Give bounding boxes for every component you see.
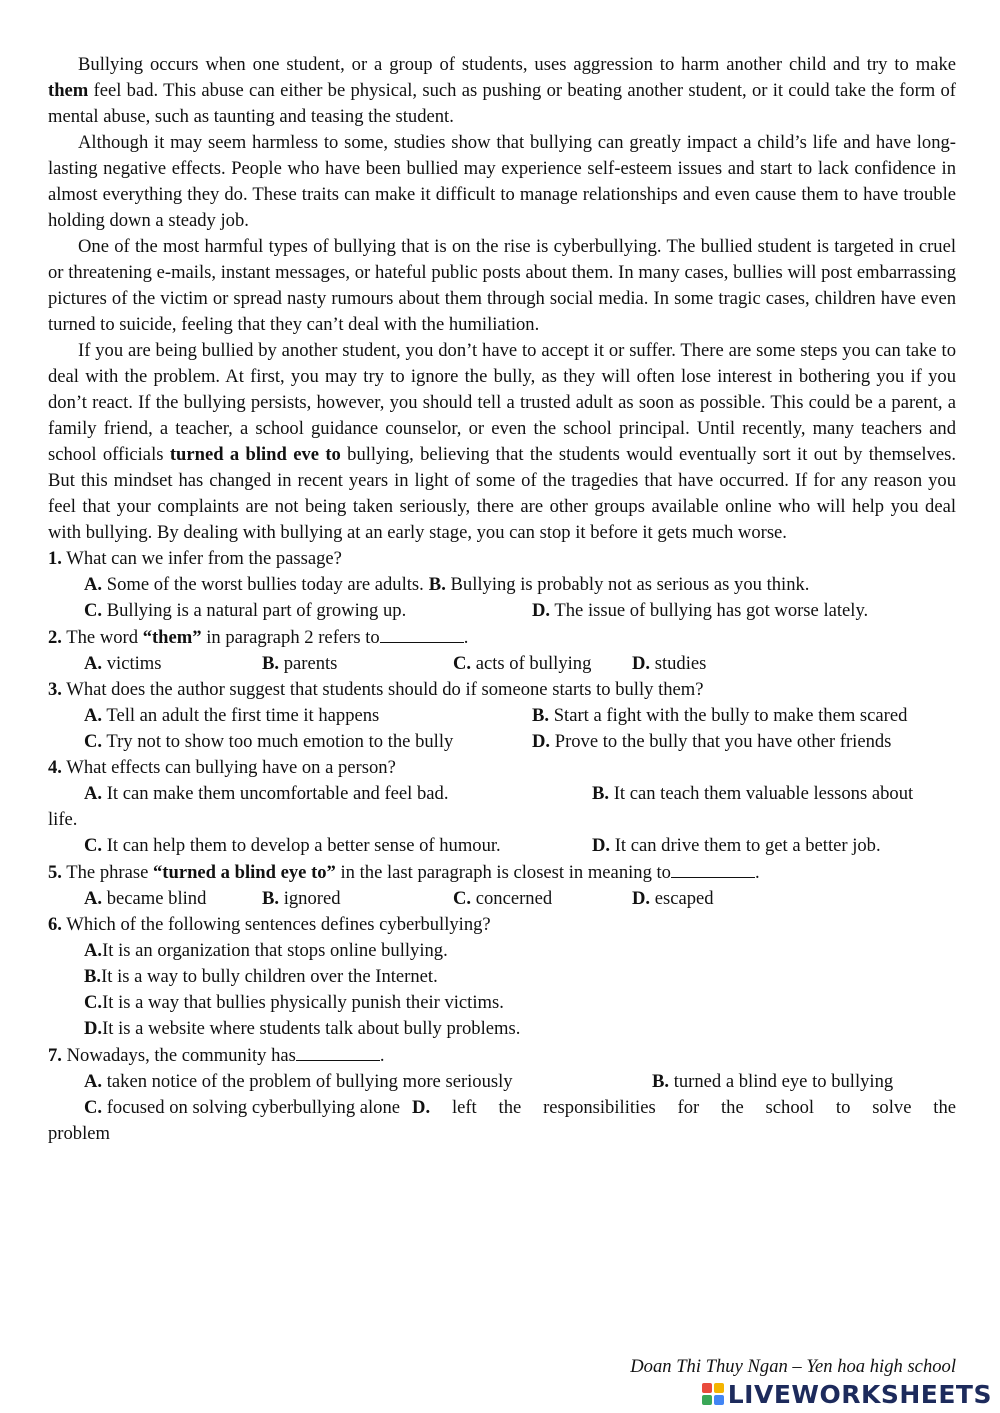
q6-options <box>48 938 956 1042</box>
q3-text: What does the author suggest that students should do if someone starts to bully them? <box>61 679 704 700</box>
question-6 <box>48 912 956 938</box>
q7-c-letter: C. <box>84 1097 103 1118</box>
q7-row-2 <box>84 1095 956 1121</box>
q3-b-letter: B. <box>532 705 550 726</box>
q5-row-1 <box>84 886 956 912</box>
author-credit: Doan Thi Thuy Ngan – Yen hoa high school <box>630 1356 956 1377</box>
q3-option-a[interactable] <box>84 703 532 729</box>
q3-row-1 <box>84 703 956 729</box>
q1-b-letter: B. <box>428 574 446 595</box>
q7-text: Nowadays, the community has <box>61 1045 296 1066</box>
q5-options <box>48 886 956 912</box>
q5-text-end: in the last paragraph is closest in meaning to <box>335 862 671 883</box>
q2-number: 2. <box>48 627 62 648</box>
q5-b-text: ignored <box>279 888 341 909</box>
q2-a-text: victims <box>102 653 162 674</box>
q7-b-letter: B. <box>652 1071 670 1092</box>
q1-options <box>48 572 956 624</box>
q7-a-text: taken notice of the problem of bullying more seriously <box>102 1071 513 1092</box>
q7-d-letter: D. <box>412 1097 431 1118</box>
q3-option-c[interactable] <box>84 729 532 755</box>
q4-a-letter: A. <box>84 783 103 804</box>
logo-square-3 <box>702 1395 712 1405</box>
q3-row-2 <box>84 729 956 755</box>
q5-option-d[interactable] <box>632 886 714 912</box>
p4-bold-phrase: turned a blind eve to <box>169 444 341 465</box>
liveworksheets-mark-icon <box>702 1383 724 1405</box>
q5-bold-phrase: “turned a blind eye to” <box>153 862 336 883</box>
question-2 <box>48 624 956 651</box>
q7-answer-blank[interactable] <box>296 1042 380 1061</box>
q1-a-letter: A. <box>84 574 103 595</box>
q3-a-letter: A. <box>84 705 103 726</box>
q1-c-text: Bullying is a natural part of growing up. <box>102 600 407 621</box>
p4-text: If you are being bullied by another student, you don’t have to accept it or suffer. There are some steps you can take to deal with the problem. At first, you may try to ignore the bully, as they will often lose interest in bothering you if you don’t react. If the bullying persists, however, you should tell a trusted adult as soon as possible. This could be a parent, a family friend, a teacher, a school guidance counselor, or even the school principal. Until recently, many teachers and school officials <box>48 340 956 465</box>
q2-c-letter: C. <box>453 653 472 674</box>
q5-b-letter: B. <box>262 888 280 909</box>
passage-paragraph-3: One of the most harmful types of bullying that is on the rise is cyberbullying. The bullied student is targeted in cruel or threatening e-mails, instant messages, or hateful public posts about them. In many cases, bullies will post embarrassing pictures of the victim or spread nasty rumours about them through social media. In some tragic cases, children have even turned to suicide, feeling that they can’t deal with the humiliation. <box>48 236 956 335</box>
q6-d-letter: D. <box>84 1018 103 1039</box>
q6-option-b[interactable] <box>84 964 956 990</box>
q5-number: 5. <box>48 862 62 883</box>
q2-d-text: studies <box>650 653 707 674</box>
q5-option-b[interactable] <box>262 886 453 912</box>
q2-b-text: parents <box>279 653 338 674</box>
q1-d-text: The issue of bullying has got worse lately. <box>550 600 869 621</box>
q7-option-b[interactable] <box>652 1069 893 1095</box>
q1-a-text: Some of the worst bullies today are adults. <box>102 574 424 595</box>
q4-text: What effects can bullying have on a person? <box>61 757 396 778</box>
q4-b-text: It can teach them valuable lessons about <box>609 783 914 804</box>
p4-text-end: bullying, believing that the students would eventually sort it out by themselves. But this mindset has changed in recent years in light of some of the tragedies that have occurred. If for any reason you feel that your complaints are not being taken seriously, there are other groups available online who will help you deal with bullying. By dealing with bullying at an early stage, you can stop it before it gets much worse. <box>48 444 956 543</box>
q3-option-b[interactable] <box>532 703 907 729</box>
q1-number: 1. <box>48 548 62 569</box>
q5-text: The phrase <box>61 862 153 883</box>
q2-options <box>48 651 956 677</box>
q1-row-2 <box>84 598 956 624</box>
q7-options <box>48 1069 956 1121</box>
q4-options <box>48 781 956 807</box>
q7-d-text: left the responsibilities for the school to solve the <box>430 1097 956 1118</box>
q3-number: 3. <box>48 679 62 700</box>
q2-row-1 <box>84 651 956 677</box>
q4-option-b[interactable] <box>592 781 913 807</box>
q2-d-letter: D. <box>632 653 651 674</box>
passage-paragraph-2: Although it may seem harmless to some, studies show that bullying can greatly impact a child’s life and have long-lasting negative effects. People who have been bullied may experience self-esteem issues and start to lack confidence in almost everything they do. These traits can make it difficult to manage relationships and even cause them to have trouble holding down a steady job. <box>48 132 956 231</box>
logo-square-2 <box>714 1383 724 1393</box>
q3-c-text: Try not to show too much emotion to the bully <box>102 731 454 752</box>
q2-bold-word: “them” <box>142 627 202 648</box>
q3-options <box>48 703 956 755</box>
passage-paragraph-1 <box>48 52 956 130</box>
q4-wrap-text: life. <box>48 809 78 830</box>
q7-number: 7. <box>48 1045 62 1066</box>
q1-text: What can we infer from the passage? <box>61 548 342 569</box>
q3-b-text: Start a fight with the bully to make them scared <box>549 705 908 726</box>
q1-option-d[interactable] <box>532 598 868 624</box>
q2-option-b[interactable] <box>262 651 453 677</box>
q2-c-text: acts of bullying <box>471 653 592 674</box>
question-3 <box>48 677 956 703</box>
logo-square-1 <box>702 1383 712 1393</box>
q6-b-text: It is a way to bully children over the Internet. <box>101 966 438 987</box>
q1-b-text: Bullying is probably not as serious as you think. <box>445 574 810 595</box>
q4-row-2 <box>84 833 956 859</box>
q5-a-letter: A. <box>84 888 103 909</box>
q5-period: . <box>754 862 760 883</box>
q2-option-d[interactable] <box>632 651 706 677</box>
q5-answer-blank[interactable] <box>671 859 755 878</box>
q4-c-text: It can help them to develop a better sense of humour. <box>102 835 501 856</box>
q2-text: The word <box>61 627 143 648</box>
q1-row-1 <box>84 572 956 598</box>
q3-d-text: Prove to the bully that you have other friends <box>550 731 892 752</box>
q2-b-letter: B. <box>262 653 280 674</box>
liveworksheets-wordmark: LIVEWORKSHEETS <box>727 1379 992 1409</box>
q4-options-2 <box>48 833 956 859</box>
q7-b-text: turned a blind eye to bullying <box>669 1071 894 1092</box>
q3-a-text: Tell an adult the first time it happens <box>102 705 380 726</box>
q5-c-letter: C. <box>453 888 472 909</box>
q1-c-letter: C. <box>84 600 103 621</box>
q6-b-letter: B. <box>84 966 102 987</box>
q4-b-letter: B. <box>592 783 610 804</box>
q2-option-c[interactable] <box>453 651 632 677</box>
q6-d-text: It is a website where students talk about bully problems. <box>102 1018 521 1039</box>
q4-a-text: It can make them uncomfortable and feel bad. <box>102 783 449 804</box>
p1-text: Bullying occurs when one student, or a group of students, uses aggression to harm another child and try to make <box>78 54 956 75</box>
q3-c-letter: C. <box>84 731 103 752</box>
passage-paragraph-4 <box>48 338 956 546</box>
question-7 <box>48 1042 956 1069</box>
q3-d-letter: D. <box>532 731 551 752</box>
q7-option-a[interactable] <box>84 1069 652 1095</box>
q4-option-d[interactable] <box>592 833 881 859</box>
liveworksheets-logo <box>702 1380 992 1408</box>
q6-a-text: It is an organization that stops online bullying. <box>102 940 448 961</box>
q1-d-letter: D. <box>532 600 551 621</box>
worksheet-page <box>48 52 956 1147</box>
p1-text-end: feel bad. This abuse can either be physical, such as pushing or beating another student, or it could take the form of mental abuse, such as taunting and teasing the student. <box>48 80 956 127</box>
q6-option-d[interactable] <box>84 1016 956 1042</box>
q1-option-c[interactable] <box>84 598 532 624</box>
q4-c-letter: C. <box>84 835 103 856</box>
q5-d-text: escaped <box>650 888 714 909</box>
p1-bold-word: them <box>48 80 89 101</box>
q1-option-a[interactable] <box>84 572 424 598</box>
q4-d-text: It can drive them to get a better job. <box>610 835 881 856</box>
q5-c-text: concerned <box>471 888 553 909</box>
q7-option-d[interactable] <box>412 1095 956 1121</box>
q6-a-letter: A. <box>84 940 103 961</box>
q4-row-1 <box>84 781 956 807</box>
q2-period: . <box>463 627 469 648</box>
q6-text: Which of the following sentences defines cyberbullying? <box>61 914 491 935</box>
q6-option-a[interactable] <box>84 938 956 964</box>
q4-option-a[interactable] <box>84 781 592 807</box>
q5-d-letter: D. <box>632 888 651 909</box>
q2-option-a[interactable] <box>84 651 262 677</box>
q7-a-letter: A. <box>84 1071 103 1092</box>
q1-option-b[interactable] <box>429 572 810 598</box>
q5-option-a[interactable] <box>84 886 262 912</box>
q6-number: 6. <box>48 914 62 935</box>
q2-a-letter: A. <box>84 653 103 674</box>
q6-option-c[interactable] <box>84 990 956 1016</box>
q7-option-c[interactable] <box>84 1095 400 1121</box>
q7-period: . <box>379 1045 385 1066</box>
q6-c-text: It is a way that bullies physically punish their victims. <box>102 992 504 1013</box>
q5-a-text: became blind <box>102 888 207 909</box>
q2-answer-blank[interactable] <box>380 624 464 643</box>
q4-option-c[interactable] <box>84 833 592 859</box>
q7-row-1 <box>84 1069 956 1095</box>
q6-c-letter: C. <box>84 992 103 1013</box>
question-1 <box>48 546 956 572</box>
q7-c-text: focused on solving cyberbullying alone <box>102 1097 401 1118</box>
q5-option-c[interactable] <box>453 886 632 912</box>
q4-d-letter: D. <box>592 835 611 856</box>
q7-wrap-text: problem <box>48 1123 110 1144</box>
q2-text-end: in paragraph 2 refers to <box>201 627 380 648</box>
question-4 <box>48 755 956 781</box>
question-5 <box>48 859 956 886</box>
q4-number: 4. <box>48 757 62 778</box>
q3-option-d[interactable] <box>532 729 891 755</box>
logo-square-4 <box>714 1395 724 1405</box>
